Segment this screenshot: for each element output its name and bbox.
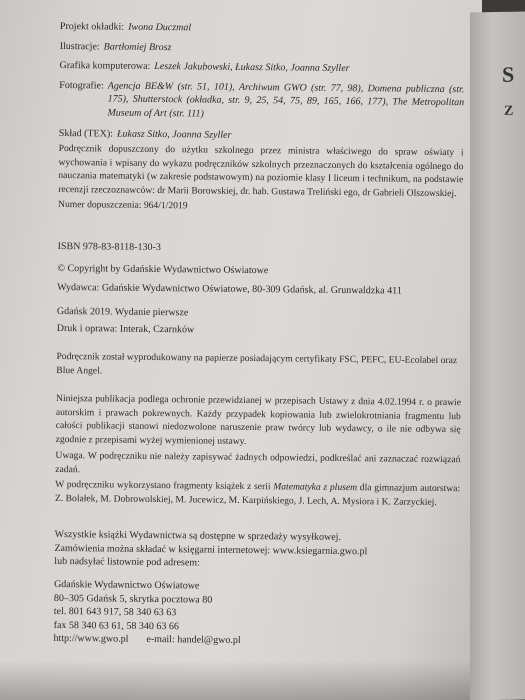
credit-cover bbox=[60, 20, 465, 38]
address-section bbox=[53, 578, 459, 650]
credits-section bbox=[59, 20, 465, 144]
edition: Gdańsk 2019. Wydanie pierwsze bbox=[56, 305, 189, 319]
approval-text: Podręcznik dopuszczony do użytku szkolnego przez ministra właściwego do spraw oświaty i wychowania i wpisany do wykazu podręczników szkolnych przeznaczonych do kształcenia ogólnego do nauczania matematyki (w zakresie podstawowym) na poziomie klasy I liceum i technikum, na podstawie recenzji rzeczoznawców: dr Marii Borowskiej, dr. hab. Gustawa Treliński ego, dr Gabrieli Olszowskiej. bbox=[58, 142, 464, 199]
ordering-section bbox=[54, 528, 459, 573]
isbn: ISBN 978-83-8118-130-3 bbox=[57, 240, 161, 254]
paper-note-section bbox=[56, 350, 461, 381]
address-street: 80–305 Gdańsk 5, skrytka pocztowa 80 bbox=[53, 592, 213, 606]
publisher: Wydawca: Gdańskie Wydawnictwo Oświatowe, 80-309 Gdańsk, al. Grunwaldzka 411 bbox=[57, 282, 402, 297]
paper-note: Podręcznik został wyprodukowany na papierze posiadającym certyfikaty FSC, PEFC, EU-Ecolabel oraz Blue Angel. bbox=[56, 350, 458, 377]
credit-value: Agencja BE&W (str. 51, 101), Archiwum GWO (str. 77, 98), Domena publiczna (str. 175), Shutterstock (okładka, str. 9, 25, 54, 75, 89, 165, 166, 177), The Metropolitan Museum of Art (str. 111) bbox=[107, 80, 465, 120]
email-address: e-mail: handel@gwo.pl bbox=[146, 634, 241, 647]
credit-graphics bbox=[59, 59, 464, 77]
credit-illustration bbox=[60, 40, 465, 58]
credit-label: Skład (TEX): bbox=[58, 127, 114, 140]
address-name: Gdańskie Wydawnictwo Oświatowe bbox=[54, 578, 200, 592]
address-contact bbox=[53, 632, 458, 650]
approval-section bbox=[58, 142, 464, 216]
legal-protection: Niniejsza publikacja podlega ochronie przewidzianej w przepisach Ustawy z dnia 4.02.1994 r. o prawie autorskim i prawach pokrewnych. Każdy przypadek kopiowania lub zwielokrotniania fragmentu lub całości publikacji stanowi niedozwolone naruszenie praw twórcy lub wydawcy, o ile nie odbywa się zgodnie z przepisami wyżej wymienionej ustawy. bbox=[55, 392, 462, 447]
address-fax: fax 58 340 63 61, 58 340 63 66 bbox=[53, 619, 179, 633]
credit-label: Projekt okładki: bbox=[59, 20, 125, 33]
publication-section bbox=[57, 240, 463, 340]
ordering-line: lub nadsyłać listownie pod adresem: bbox=[54, 556, 200, 569]
credit-value: Łukasz Sitko, Joanna Szyller bbox=[116, 128, 232, 141]
approval-number: Numer dopuszczenia: 964/1/2019 bbox=[58, 199, 188, 212]
ordering-line: Wszystkie książki Wydawnictwa są dostępne w sprzedaży wysyłkowej. bbox=[54, 528, 342, 543]
copyright: © Copyright by Gdańskie Wydawnictwo Oświatowe bbox=[57, 262, 269, 276]
credit-photos bbox=[59, 79, 464, 124]
credit-value: Bartłomiej Brosz bbox=[103, 41, 172, 53]
edge-letter: Z bbox=[504, 103, 514, 119]
imprint-content bbox=[53, 20, 465, 647]
credit-value: Leszek Jakubowski, Łukasz Sitko, Joanna Szyller bbox=[154, 61, 350, 75]
ordering-line: Zamówienia można składać w księgarni internetowej: www.ksiegarnia.gwo.pl bbox=[54, 542, 368, 557]
website-link: http://www.gwo.pl bbox=[53, 633, 129, 646]
adjacent-page-edge bbox=[470, 12, 525, 700]
credit-label: Grafika komputerowa: bbox=[59, 60, 151, 73]
page-shadow bbox=[0, 660, 482, 700]
credit-label: Fotografie: bbox=[59, 79, 104, 92]
fragments-text bbox=[55, 478, 460, 509]
fragments-series: Matematyka z plusem bbox=[273, 481, 358, 494]
credit-value: Iwona Duczmal bbox=[128, 21, 192, 34]
print-info: Druk i oprawa: Interak, Czarnków bbox=[56, 323, 195, 336]
legal-section bbox=[55, 392, 461, 481]
address-tel: tel. 801 643 917, 58 340 63 63 bbox=[53, 606, 177, 619]
fragments-section bbox=[55, 478, 460, 509]
fragments-suffix: dla gimnazjum autorstwa: Z. Bolałek, M. Dobrowolskiej, M. Jucewicz, M. Karpińskiego, J. Lech, A. Mysiora i K. Zarzyckiej. bbox=[54, 482, 461, 508]
legal-notice: Uwaga. W podręczniku nie należy zapisywać żadnych odpowiedzi, podkreślać ani zaznaczać rozwiązań zadań. bbox=[55, 450, 461, 476]
credit-label: Ilustracje: bbox=[59, 40, 100, 53]
edge-letter: S bbox=[502, 61, 515, 87]
fragments-prefix: W podręczniku wykorzystano fragmenty książek z serii bbox=[55, 478, 274, 493]
